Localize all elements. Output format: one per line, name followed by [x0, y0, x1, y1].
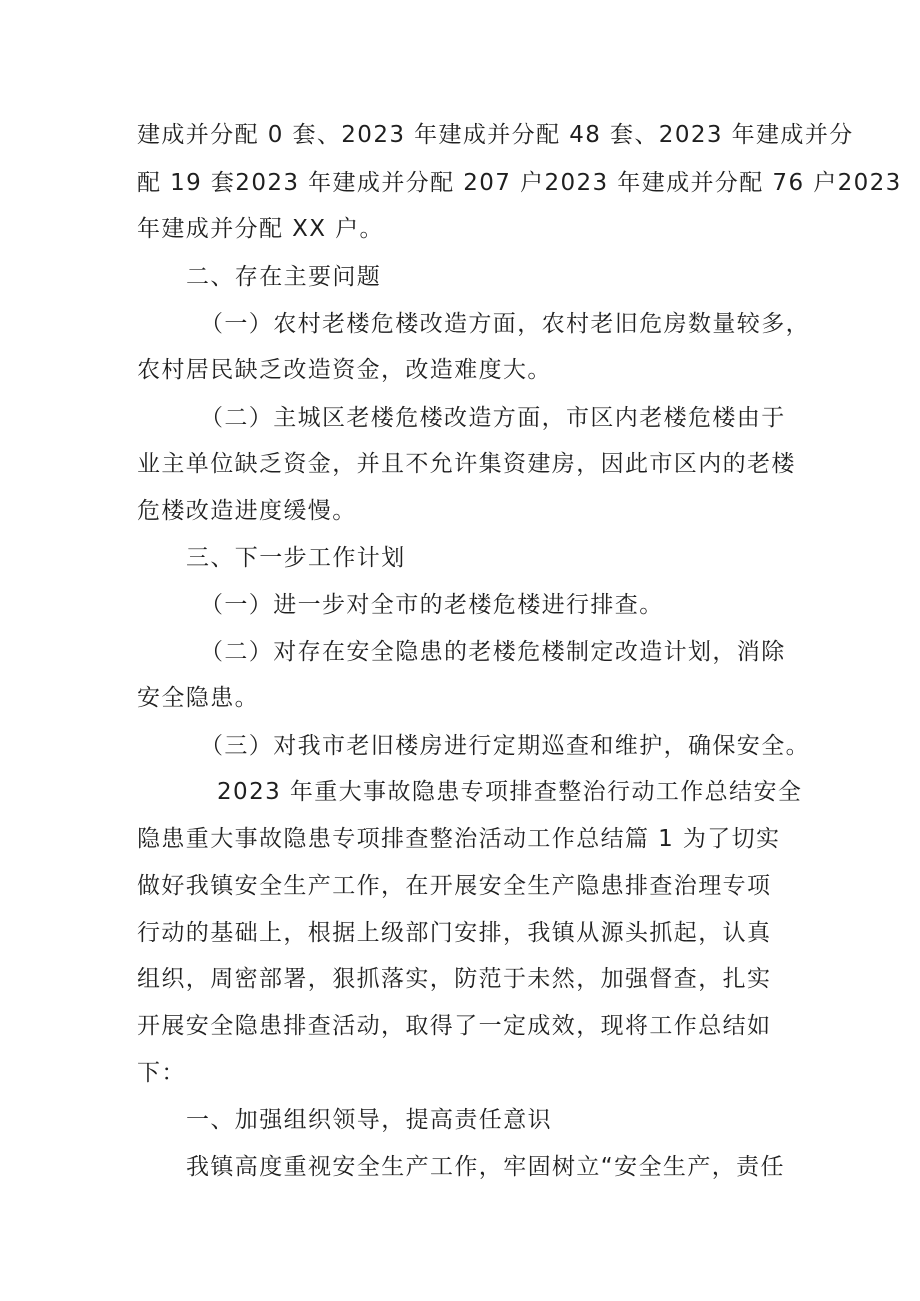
text-line: 组织，周密部署，狠抓落实，防范于未然，加强督查，扎实 — [137, 966, 772, 992]
text-line: （二）对存在安全隐患的老楼危楼制定改造计划，消除 — [200, 639, 786, 665]
article-title-line: 2023 年重大事故隐患专项排查整治行动工作总结安全 — [217, 779, 803, 805]
text-line: 年建成并分配 XX 户。 — [137, 216, 384, 242]
text-line: 安全隐患。 — [137, 685, 259, 711]
section-heading: 一、加强组织领导，提高责任意识 — [186, 1107, 552, 1133]
text-line: （三）对我市老旧楼房进行定期巡查和维护，确保安全。 — [200, 733, 810, 759]
text-line: 开展安全隐患排查活动，取得了一定成效，现将工作总结如 — [137, 1013, 772, 1039]
text-line: （一）农村老楼危楼改造方面，农村老旧危房数量较多， — [200, 311, 810, 337]
text-line: 农村居民缺乏改造资金，改造难度大。 — [137, 357, 552, 383]
text-line: （二）主城区老楼危楼改造方面，市区内老楼危楼由于 — [200, 405, 786, 431]
text-line: 建成并分配 0 套、2023 年建成并分配 48 套、2023 年建成并分 — [137, 122, 854, 148]
text-line: 我镇高度重视安全生产工作，牢固树立“安全生产，责任 — [186, 1154, 785, 1180]
text-line: （一）进一步对全市的老楼危楼进行排查。 — [200, 592, 664, 618]
text-line: 配 19 套2023 年建成并分配 207 户2023 年建成并分配 76 户2023 — [137, 170, 902, 196]
section-heading: 二、存在主要问题 — [186, 264, 382, 290]
section-heading: 三、下一步工作计划 — [186, 545, 406, 571]
text-line: 下： — [137, 1060, 186, 1086]
text-line: 业主单位缺乏资金，并且不允许集资建房，因此市区内的老楼 — [137, 451, 796, 477]
text-line: 危楼改造进度缓慢。 — [137, 498, 357, 524]
text-line: 隐患重大事故隐患专项排查整治活动工作总结篇 1 为了切实 — [137, 826, 781, 852]
text-line: 做好我镇安全生产工作，在开展安全生产隐患排查治理专项 — [137, 873, 772, 899]
text-line: 行动的基础上，根据上级部门安排，我镇从源头抓起，认真 — [137, 920, 772, 946]
